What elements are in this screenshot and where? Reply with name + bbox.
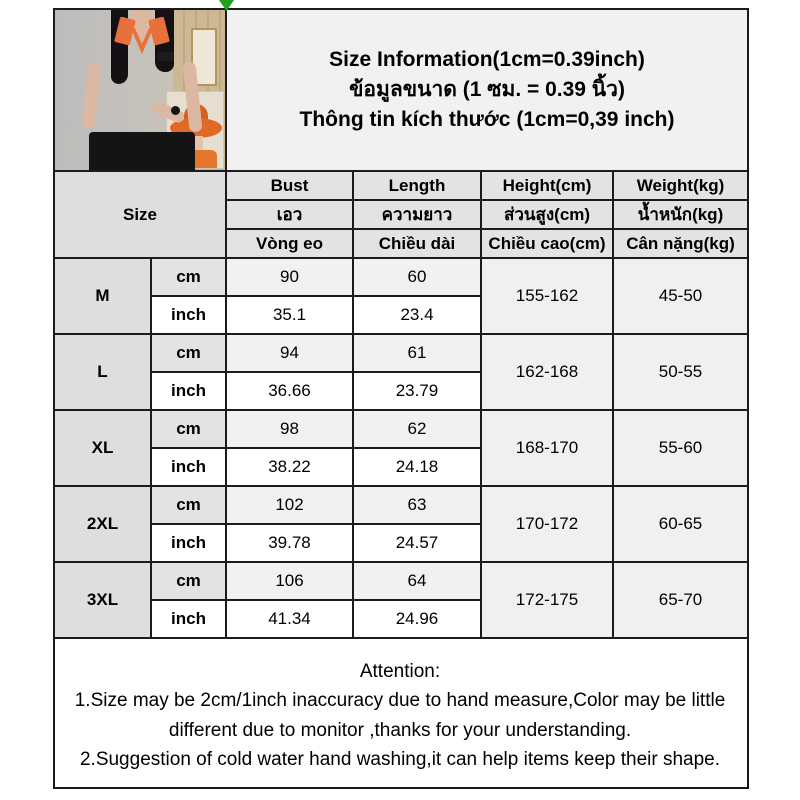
title-thai: ข้อมูลขนาด (1 ซม. = 0.39 นิ้ว) bbox=[349, 78, 625, 101]
model-photo-illustration bbox=[55, 10, 225, 170]
size-label-2xl: 2XL bbox=[54, 486, 151, 562]
unit-cm: cm bbox=[151, 410, 226, 448]
bust-inch-l: 36.66 bbox=[226, 372, 353, 410]
bust-cm-3xl: 106 bbox=[226, 562, 353, 600]
col-header-length-en: Length bbox=[353, 171, 481, 200]
bust-inch-m: 35.1 bbox=[226, 296, 353, 334]
table-row bbox=[54, 334, 748, 372]
wrist-watch bbox=[171, 106, 180, 115]
title-block bbox=[226, 9, 748, 171]
unit-cm: cm bbox=[151, 334, 226, 372]
col-header-bust-vi: Vòng eo bbox=[226, 229, 353, 258]
col-header-height-th: ส่วนสูง(cm) bbox=[481, 200, 613, 229]
attention-heading: Attention: bbox=[359, 660, 441, 682]
height-range-l: 162-168 bbox=[481, 334, 613, 410]
bust-cm-2xl: 102 bbox=[226, 486, 353, 524]
length-inch-2xl: 24.57 bbox=[353, 524, 481, 562]
height-range-2xl: 170-172 bbox=[481, 486, 613, 562]
title-english: Size Information(1cm=0.39inch) bbox=[329, 48, 645, 71]
attention-section bbox=[54, 638, 748, 788]
bust-inch-3xl: 41.34 bbox=[226, 600, 353, 638]
unit-cm: cm bbox=[151, 562, 226, 600]
length-cm-xl: 62 bbox=[353, 410, 481, 448]
length-inch-l: 23.79 bbox=[353, 372, 481, 410]
unit-inch: inch bbox=[151, 296, 226, 334]
weight-range-l: 50-55 bbox=[613, 334, 748, 410]
product-photo bbox=[54, 9, 226, 171]
col-header-weight-en: Weight(kg) bbox=[613, 171, 748, 200]
weight-range-m: 45-50 bbox=[613, 258, 748, 334]
unit-inch: inch bbox=[151, 448, 226, 486]
bust-cm-xl: 98 bbox=[226, 410, 353, 448]
chest-label bbox=[157, 52, 174, 61]
size-label-l: L bbox=[54, 334, 151, 410]
table-row bbox=[54, 410, 748, 448]
unit-inch: inch bbox=[151, 372, 226, 410]
attention-note-2: 2.Suggestion of cold water hand washing,it can help items keep their shape. bbox=[79, 748, 721, 770]
height-range-xl: 168-170 bbox=[481, 410, 613, 486]
title-vietnamese: Thông tin kích thước (1cm=0,39 inch) bbox=[299, 108, 675, 131]
unit-inch: inch bbox=[151, 524, 226, 562]
length-inch-m: 23.4 bbox=[353, 296, 481, 334]
bust-inch-xl: 38.22 bbox=[226, 448, 353, 486]
col-header-weight-vi: Cân nặng(kg) bbox=[613, 229, 748, 258]
length-cm-3xl: 64 bbox=[353, 562, 481, 600]
col-header-height-vi: Chiều cao(cm) bbox=[481, 229, 613, 258]
col-header-bust-en: Bust bbox=[226, 171, 353, 200]
size-label-m: M bbox=[54, 258, 151, 334]
size-table bbox=[53, 8, 749, 789]
table-row bbox=[54, 486, 748, 524]
bust-inch-2xl: 39.78 bbox=[226, 524, 353, 562]
table-row bbox=[54, 258, 748, 296]
attention-note-1: 1.Size may be 2cm/1inch inaccuracy due to hand measure,Color may be little different due to monitor ,thanks for your understanding. bbox=[74, 690, 726, 741]
col-header-height-en: Height(cm) bbox=[481, 171, 613, 200]
col-header-weight-th: น้ำหนัก(kg) bbox=[613, 200, 748, 229]
bust-cm-m: 90 bbox=[226, 258, 353, 296]
size-header: Size bbox=[54, 171, 226, 258]
col-header-length-th: ความยาว bbox=[353, 200, 481, 229]
length-cm-l: 61 bbox=[353, 334, 481, 372]
col-header-length-vi: Chiều dài bbox=[353, 229, 481, 258]
col-header-bust-th: เอว bbox=[226, 200, 353, 229]
weight-range-3xl: 65-70 bbox=[613, 562, 748, 638]
unit-inch: inch bbox=[151, 600, 226, 638]
height-range-3xl: 172-175 bbox=[481, 562, 613, 638]
unit-cm: cm bbox=[151, 258, 226, 296]
bust-cm-l: 94 bbox=[226, 334, 353, 372]
size-label-xl: XL bbox=[54, 410, 151, 486]
weight-range-xl: 55-60 bbox=[613, 410, 748, 486]
length-inch-3xl: 24.96 bbox=[353, 600, 481, 638]
weight-range-2xl: 60-65 bbox=[613, 486, 748, 562]
table-row bbox=[54, 562, 748, 600]
size-label-3xl: 3XL bbox=[54, 562, 151, 638]
unit-cm: cm bbox=[151, 486, 226, 524]
length-cm-m: 60 bbox=[353, 258, 481, 296]
black-skirt bbox=[89, 132, 195, 170]
length-cm-2xl: 63 bbox=[353, 486, 481, 524]
height-range-m: 155-162 bbox=[481, 258, 613, 334]
length-inch-xl: 24.18 bbox=[353, 448, 481, 486]
